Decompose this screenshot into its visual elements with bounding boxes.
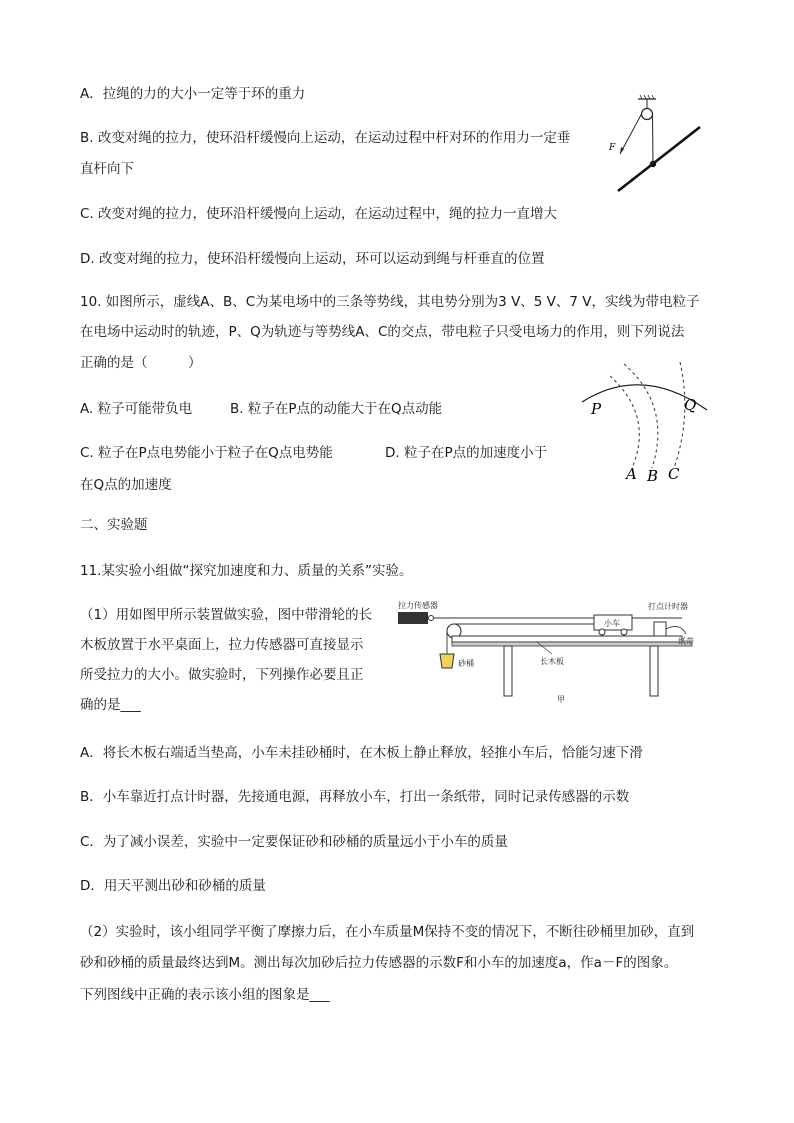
ticker-timer-icon: [654, 622, 666, 636]
q11-apparatus-figure: [392, 598, 702, 708]
q11-part2-line2: 砂和砂桶的质量最终达到M。测出每次加砂后拉力传感器的示数F和小车的加速度a，作a－F的图象。: [80, 955, 678, 971]
q11-option-b: B．小车靠近打点计时器，先接通电源，再释放小车，打出一条纸带，同时记录传感器的示数: [80, 789, 630, 805]
label-p: P: [591, 400, 602, 418]
paper-tape: [666, 626, 686, 634]
q11-part1-line1: （1）用如图甲所示装置做实验，图中带滑轮的长: [80, 607, 373, 623]
cart-wheel-left: [599, 629, 605, 635]
label-a: A: [626, 465, 637, 483]
q9-option-d: D. 改变对绳的拉力，使环沿杆缓慢向上运动，环可以运动到绳与杆垂直的位置: [80, 251, 545, 267]
q9-option-b-line2: 直杆向下: [80, 161, 134, 177]
label-b: B: [647, 467, 659, 485]
label-c: C: [668, 465, 680, 483]
force-sensor-icon: [398, 612, 428, 624]
table-leg-left: [504, 646, 512, 696]
q9-option-a: A．拉绳的力的大小一定等于环的重力: [80, 86, 306, 102]
figure-caption: 甲: [557, 695, 565, 704]
q11-stem: 11.某实验小组做“探究加速度和力、质量的关系”实验。: [80, 563, 413, 579]
equipotential-a: [610, 376, 639, 468]
q9-figure: [600, 92, 710, 198]
q11-part1-line4: 确的是___: [80, 697, 141, 713]
ceiling-mount: [638, 95, 656, 109]
pulley-icon: [642, 109, 653, 120]
rope-pull-side: [620, 114, 642, 154]
sensor-hook: [429, 616, 434, 621]
inclined-rod: [618, 127, 700, 191]
q11-option-d: D．用天平测出砂和砂桶的质量: [80, 878, 266, 894]
board-label: 长木板: [540, 657, 564, 666]
cart-label: 小车: [604, 619, 620, 628]
bucket-label: 砂桶: [458, 659, 474, 668]
cart-wheel-right: [621, 629, 627, 635]
sand-bucket-icon: [440, 654, 454, 668]
q10-stem-line3: 正确的是（ ）: [80, 355, 202, 371]
q10-figure: [572, 358, 722, 488]
q10-stem-line2: 在电场中运动时的轨迹，P、Q为轨迹与等势线A、C的交点，带电粒子只受电场力的作用，则下列说法: [80, 324, 685, 340]
rope-ring-side: [653, 114, 654, 166]
q10-option-b: B. 粒子在P点的动能大于在Q点动能: [230, 401, 443, 417]
q11-part1-line3: 所受拉力的大小。做实验时，下列操作必要且正: [80, 667, 364, 683]
q10-option-c: C. 粒子在P点电势能小于粒子在Q点电势能: [80, 445, 333, 461]
table-leg-right: [650, 646, 658, 696]
tape-label: 纸带: [678, 637, 694, 646]
q9-label-f: F: [609, 143, 616, 153]
q11-part2-line1: （2）实验时，该小组同学平衡了摩擦力后，在小车质量M保持不变的情况下，不断往砂桶里加砂，直到: [80, 924, 695, 940]
q11-part2-line3: 下列图线中正确的表示该小组的图象是___: [80, 987, 330, 1003]
long-board: [452, 636, 682, 642]
ring-icon: [650, 161, 656, 167]
q11-option-a: A．将长木板右端适当垫高，小车未挂砂桶时，在木板上静止释放，轻推小车后，恰能匀速下滑: [80, 745, 643, 761]
sensor-label: 拉力传感器: [398, 601, 438, 610]
q10-stem-line1: 10. 如图所示，虚线A、B、C为某电场中的三条等势线，其电势分别为3 V、5 V、7 V，实线为带电粒子: [80, 294, 700, 310]
q10-option-d-line1: D. 粒子在P点的加速度小于: [385, 445, 548, 461]
label-q: Q: [684, 396, 697, 414]
q10-option-d-line2: 在Q点的加速度: [80, 477, 172, 493]
q11-option-c: C．为了减小误差，实验中一定要保证砂和砂桶的质量远小于小车的质量: [80, 834, 508, 850]
q11-part1-line2: 木板放置于水平桌面上，拉力传感器可直接显示: [80, 637, 364, 653]
q9-option-b-line1: B. 改变对绳的拉力，使环沿杆缓慢向上运动，在运动过程中杆对环的作用力一定垂: [80, 130, 571, 146]
timer-label: 打点计时器: [648, 602, 688, 611]
tabletop: [452, 642, 692, 646]
q9-option-c: C. 改变对绳的拉力，使环沿杆缓慢向上运动，在运动过程中，绳的拉力一直增大: [80, 206, 558, 222]
section-title: 二、实验题: [80, 517, 148, 533]
equipotential-c: [674, 362, 685, 468]
q10-option-a: A. 粒子可能带负电: [80, 401, 193, 417]
equipotential-b: [624, 364, 658, 468]
